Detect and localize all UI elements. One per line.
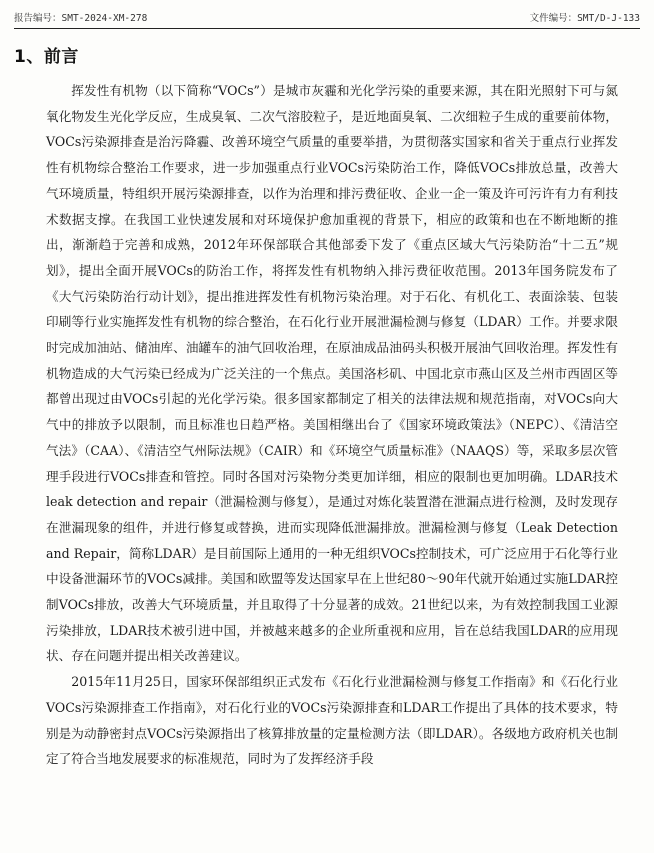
section-heading: 1、前言 <box>14 47 79 67</box>
report-number: 报告编号：SMT-2024-XM-278 <box>14 13 148 24</box>
file-number: 文件编号：SMT/D-J-133 <box>529 13 640 24</box>
body-text <box>46 78 618 772</box>
header-divider <box>14 28 640 29</box>
paragraph-1: 挥发性有机物（以下简称“VOCs”）是城市灰霾和光化学污染的重要来源，其在阳光照射下可与氮氧化物发生光化学反应，生成臭氧、二次气溶胶粒子，是近地面臭氧、二次细粒子生成的重要前体物，VOCs污染源排查是治污降霾、改善环境空气质量的重要举措，为贯彻落实国家和省关于重点行业挥发性有机物综合整治工作要求，进一步加强重点行业VOCs污染防治工作，降低VOCs排放总量，改善大气环境质量，特组织开展污染源排查，以作为治理和排污费征收、企业一企一策及许可污许有力有利技术数据支撑。在我国工业快速发展和对环境保护愈加重视的背景下，相应的政策和也在不断地断的推出，渐渐趋于完善和成熟，2012年环保部联合其他部委下发了《重点区域大气污染防治“十二五”规划》，提出全面开展VOCs的防治工作，将挥发性有机物纳入排污费征收范围。2013年国务院发布了《大气污染防治行动计划》，提出推进挥发性有机物污染治理。对于石化、有机化工、表面涂装、包装印刷等行业实施挥发性有机物的综合整治，在石化行业开展泄漏检测与修复（LDAR）工作。并要求限时完成加油站、储油库、油罐车的油气回收治理，在原油成品油码头积极开展油气回收治理。挥发性有机物造成的大气污染已经成为广泛关注的一个焦点。美国洛杉矶、中国北京市燕山区及兰州市西固区等都曾出现过由VOCs引起的光化学污染。很多国家都制定了相关的法律法规和规范指南，对VOCs向大气中的排放予以限制，而且标准也日趋严格。美国相继出台了《国家环境政策法》（NEPC）、《清洁空气法》（CAA）、《清洁空气州际法规》（CAIR）和《环境空气质量标准》（NAAQS）等，采取多层次管理手段进行VOCs排查和管控。同时各国对污染物分类更加详细，相应的限制也更加明确。LDAR技术leak detection and repair（泄漏检测与修复），是通过对炼化装置潜在泄漏点进行检测，及时发现存在泄漏现象的组件，并进行修复或替换，进而实现降低泄漏排放。泄漏检测与修复（Leak Detection and Repair，简称LDAR）是目前国际上通用的一种无组织VOCs控制技术，可广泛应用于石化等行业中设备泄漏环节的VOCs减排。美国和欧盟等发达国家早在上世纪80～90年代就开始通过实施LDAR控制VOCs排放，改善大气环境质量，并且取得了十分显著的成效。21世纪以来，为有效控制我国工业源污染排放，LDAR技术被引进中国，并被越来越多的企业所重视和应用，旨在总结我国LDAR的应用现状、存在问题并提出相关改善建议。 <box>46 83 618 664</box>
paragraph-2: 2015年11月25日，国家环保部组织正式发布《石化行业泄漏检测与修复工作指南》和《石化行业VOCs污染源排查工作指南》，对石化行业的VOCs污染源排查和LDAR工作提出了具体的技术要求，特别是为动静密封点VOCs污染源指出了核算排放量的定量检测方法（即LDAR）。各级地方政府机关也制定了符合当地发展要求的标准规范，同时为了发挥经济手段 <box>46 674 618 767</box>
page-header <box>14 10 640 26</box>
